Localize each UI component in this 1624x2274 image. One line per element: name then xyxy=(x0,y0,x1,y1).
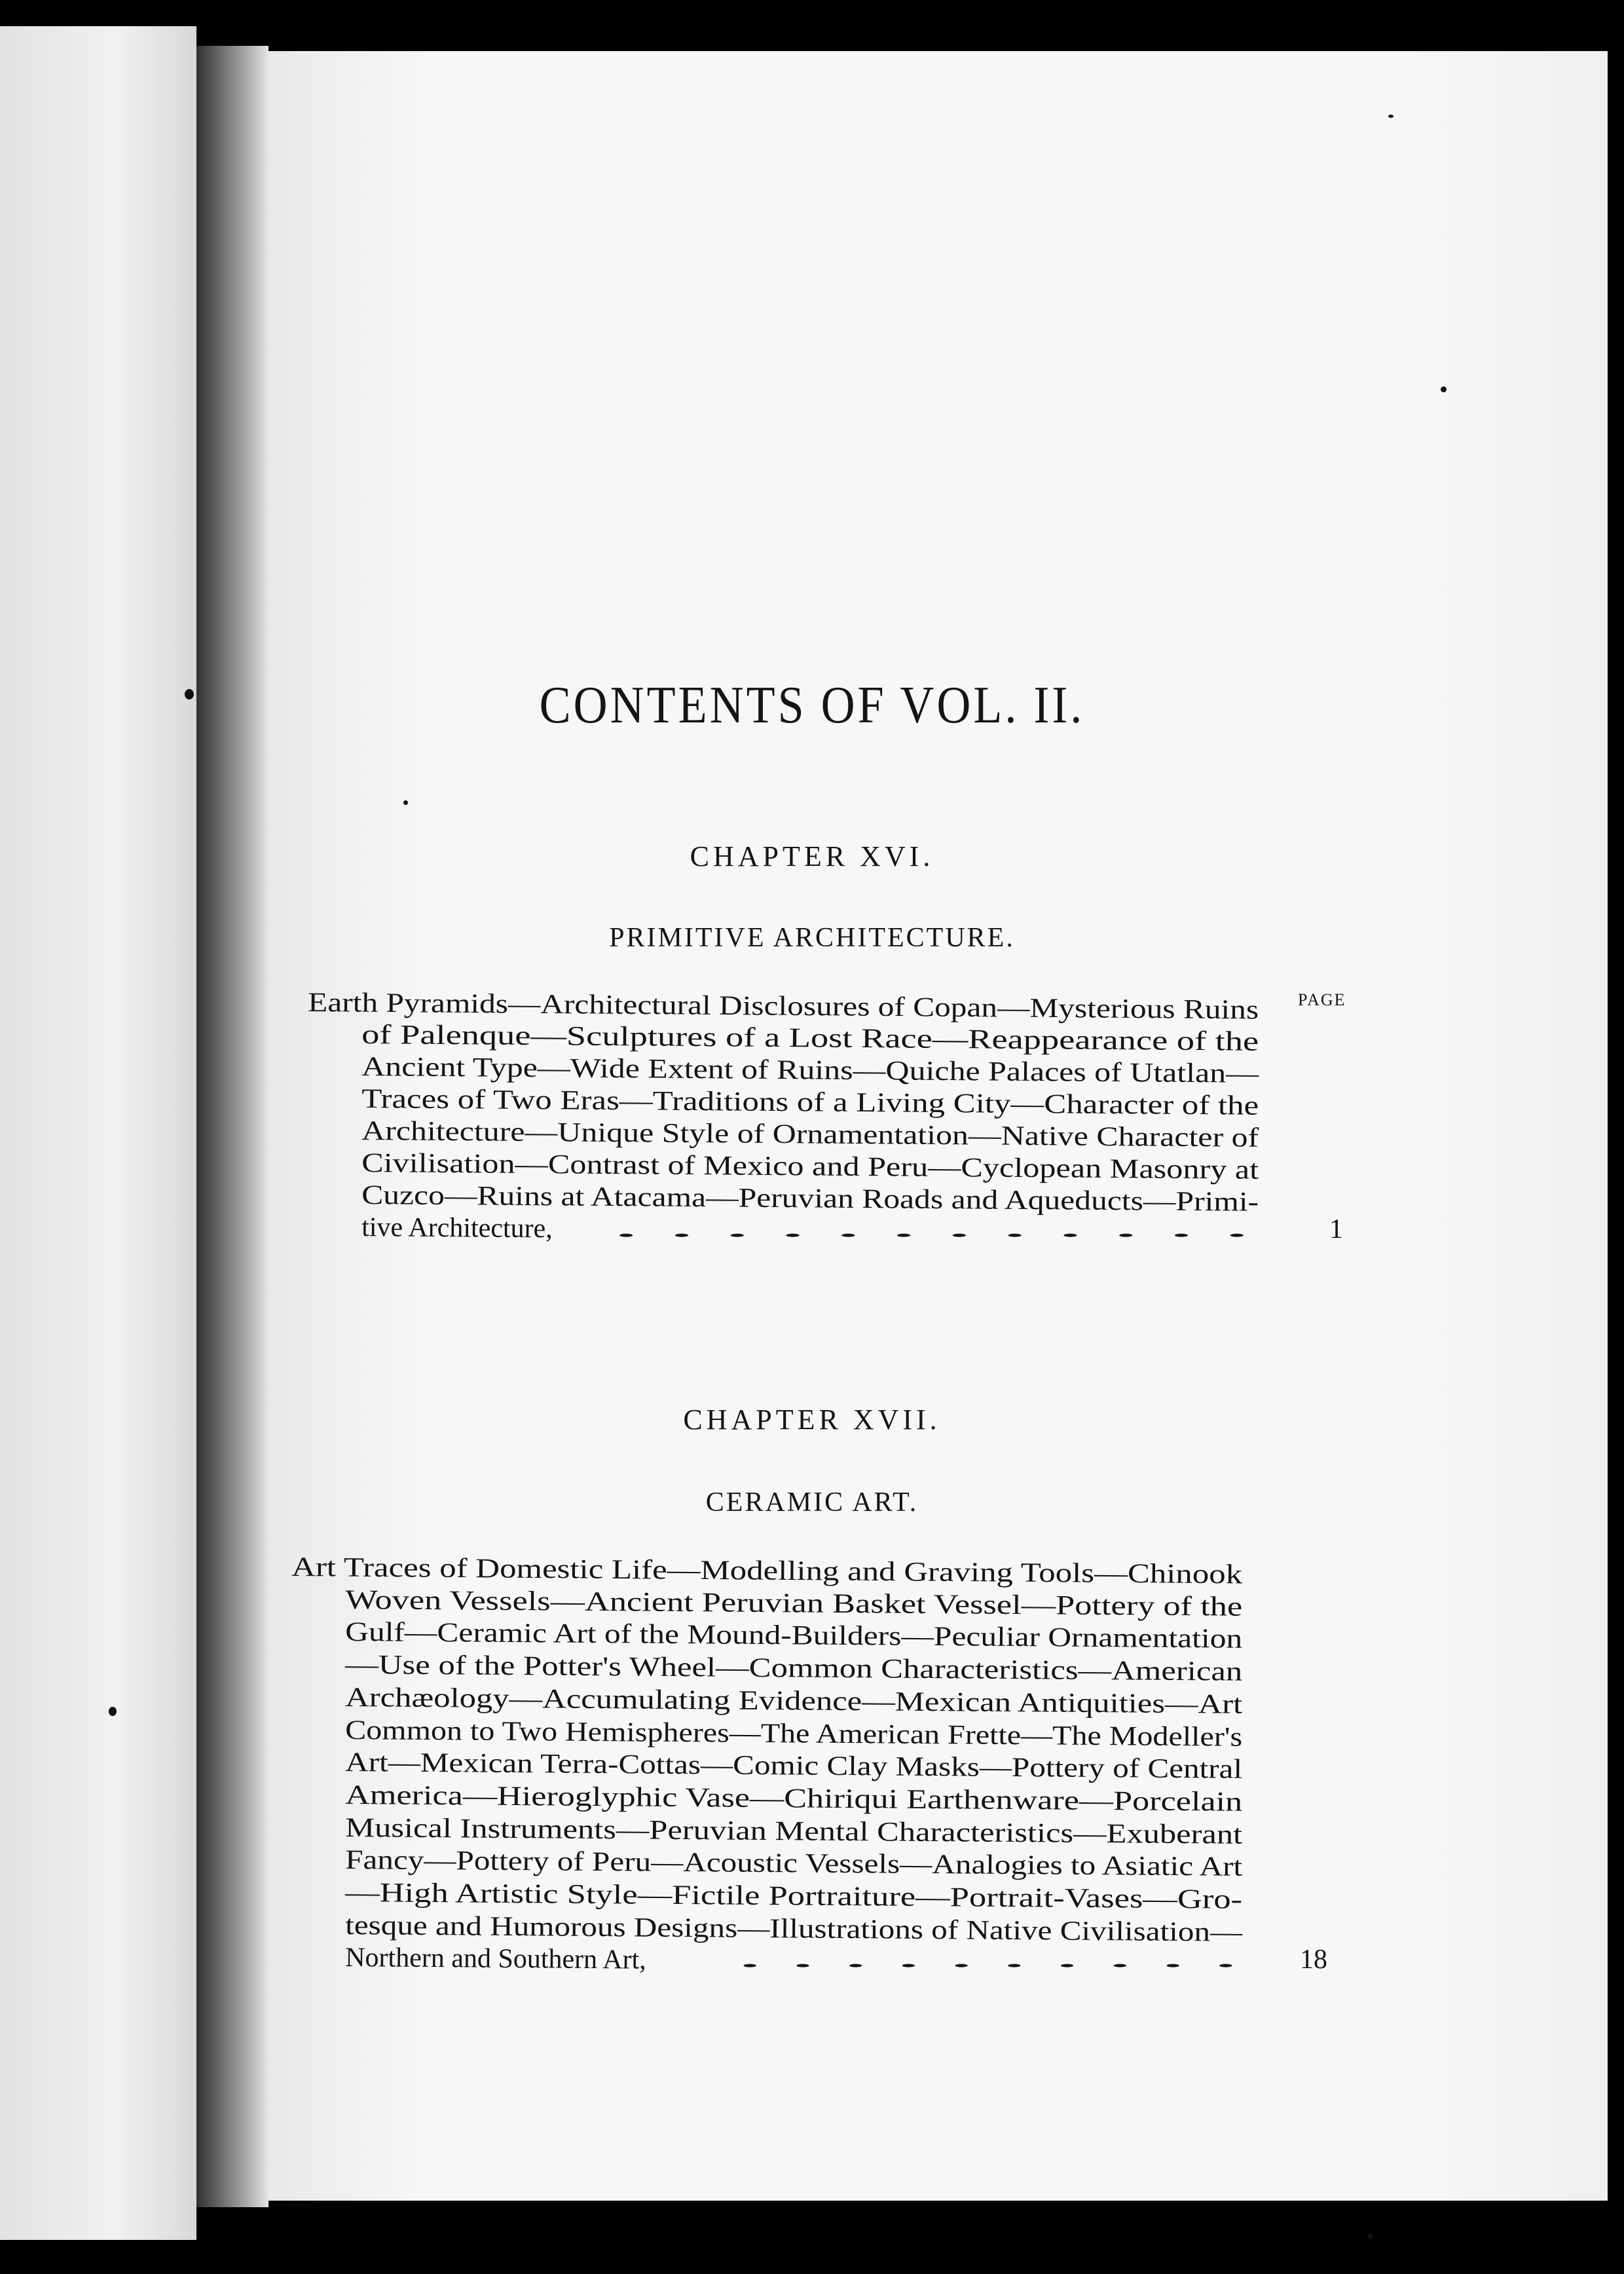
scan-speck xyxy=(1367,2233,1373,2239)
chapter-xvii-subject: CERAMIC ART. xyxy=(705,1487,919,1518)
chapter-xvii-heading: CHAPTER XVII. xyxy=(683,1404,941,1436)
chapter-xvi-heading: CHAPTER XVI. xyxy=(690,840,934,872)
synopsis-line: Northern and Southern Art, xyxy=(345,1943,646,1976)
synopsis-line: Architecture—Unique Style of Ornamentation—Native Character of xyxy=(361,1116,1259,1153)
scan-speck xyxy=(109,1707,117,1716)
synopsis-line: Art Traces of Domestic Life—Modelling and Graving Tools—Chinook xyxy=(291,1552,1243,1590)
scan-speck xyxy=(1441,386,1447,392)
synopsis-line: tive Architecture, xyxy=(361,1212,553,1244)
synopsis-line: —Use of the Potter's Wheel—Common Characteristics—American xyxy=(345,1650,1243,1687)
synopsis-line: Art—Mexican Terra-Cottas—Comic Clay Masks—Pottery of Central xyxy=(345,1747,1243,1785)
synopsis-line: Common to Two Hemispheres—The American Frette—The Modeller's xyxy=(345,1715,1243,1753)
synopsis-line: Traces of Two Eras—Traditions of a Living City—Character of the xyxy=(361,1084,1259,1121)
synopsis-line: America—Hieroglyphic Vase—Chiriqui Earthenware—Porcelain xyxy=(345,1780,1243,1817)
page-column-label: PAGE xyxy=(1298,990,1346,1009)
synopsis-line: of Palenque—Sculptures of a Lost Race—Reappearance of the xyxy=(361,1020,1259,1057)
page-number: 1 xyxy=(1329,1214,1343,1244)
synopsis-line: Archæology—Accumulating Evidence—Mexican Antiquities—Art xyxy=(345,1682,1243,1720)
synopsis-line: Ancient Type—Wide Extent of Ruins—Quiche Palaces of Utatlan— xyxy=(361,1052,1259,1089)
synopsis-line: Fancy—Pottery of Peru—Acoustic Vessels—Analogies to Asiatic Art xyxy=(345,1845,1243,1883)
scan-speck xyxy=(403,800,408,805)
synopsis-line: Earth Pyramids—Architectural Disclosures of Copan—Mysterious Ruins xyxy=(308,988,1259,1026)
synopsis-line: Musical Instruments—Peruvian Mental Characteristics—Exuberant xyxy=(345,1812,1243,1850)
book-gutter xyxy=(196,46,268,2207)
scan-speck xyxy=(1388,115,1393,118)
synopsis-line: Gulf—Ceramic Art of the Mound-Builders—Peculiar Ornamentation xyxy=(345,1617,1243,1655)
page-number: 18 xyxy=(1300,1945,1327,1975)
page-title: CONTENTS OF VOL. II. xyxy=(539,675,1085,734)
synopsis-line: Cuzco—Ruins at Atacama—Peruvian Roads and Aqueducts—Primi- xyxy=(361,1180,1259,1218)
dot-leaders: . . . . . . . . . . xyxy=(737,1943,1239,1974)
synopsis-line: tesque and Humorous Designs—Illustrations of Native Civilisation— xyxy=(345,1910,1243,1948)
synopsis-line: Civilisation—Contrast of Mexico and Peru—Cyclopean Masonry at xyxy=(361,1148,1259,1185)
synopsis-line: Woven Vessels—Ancient Peruvian Basket Vessel—Pottery of the xyxy=(345,1584,1243,1622)
dot-leaders: . . . . . . . . . . . . xyxy=(612,1213,1251,1243)
facing-page-edge xyxy=(0,26,196,2240)
synopsis-line: —High Artistic Style—Fictile Portraiture—Portrait-Vases—Gro- xyxy=(345,1878,1243,1915)
chapter-xvi-subject: PRIMITIVE ARCHITECTURE. xyxy=(609,923,1015,953)
